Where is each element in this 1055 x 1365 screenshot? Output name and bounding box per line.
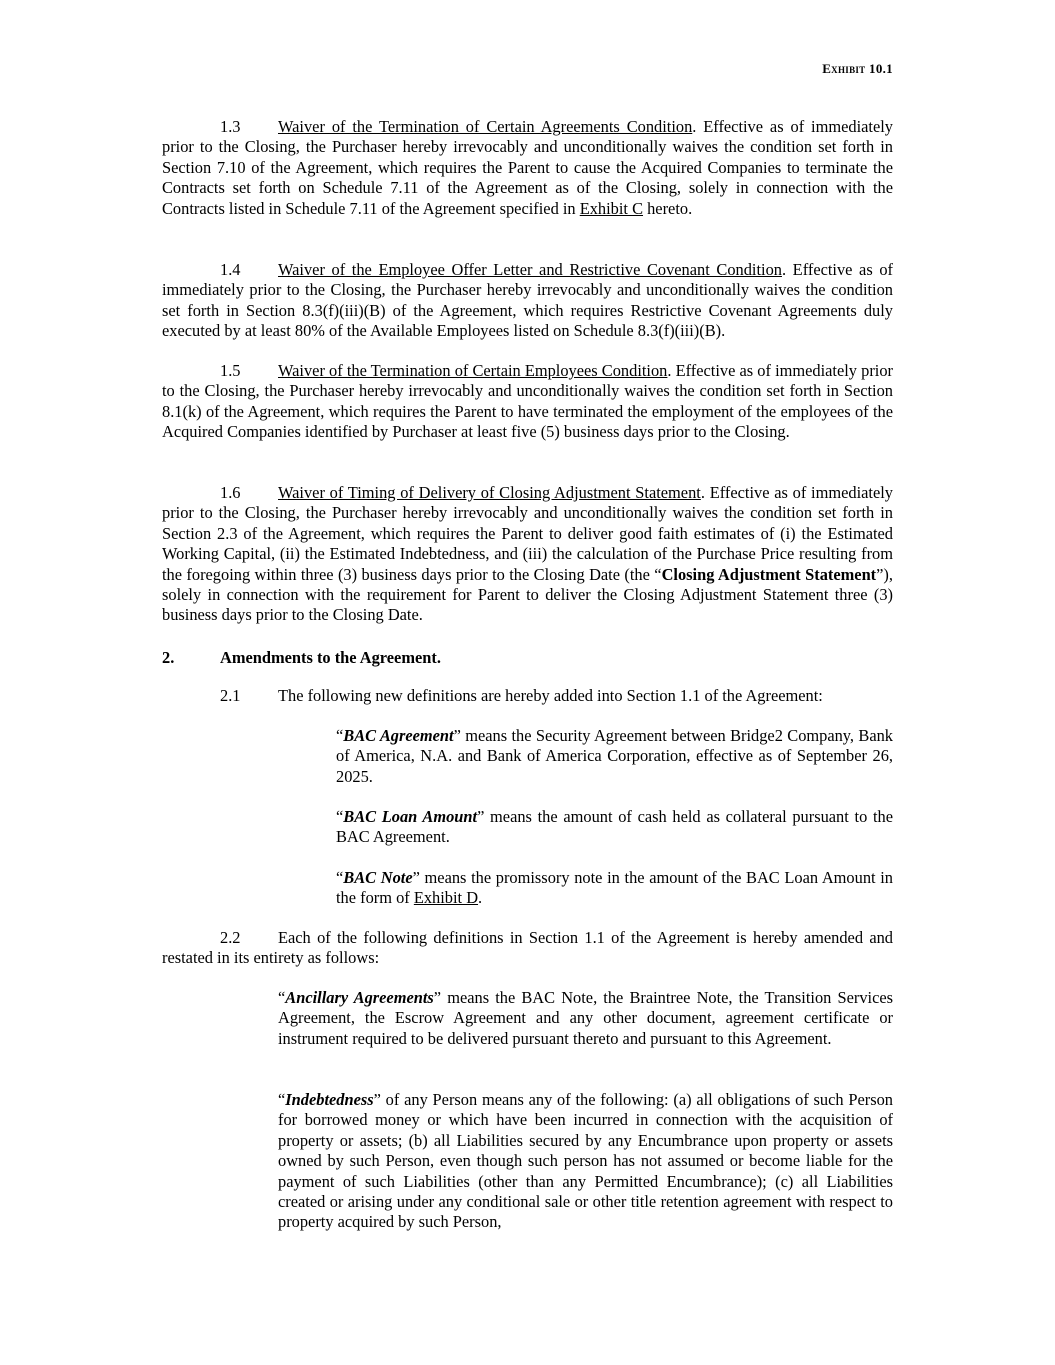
section-text-end: hereto. [643,198,693,218]
section-text: . Effective as of immediately prior to the Closing, the Purchaser hereby irrevocably and unconditionally waives the condition set forth in Section 8.3(f)(iii)(B) of the Agreement, which requires Restrictive Covenant Agreements duly executed by at least 80% of the Available Employees listed on Schedule 8.3(f)(iii)(B). [162,260,893,341]
definition-indebtedness [278,1090,893,1233]
section-text-end: ”), solely in connection with the requirement for Parent to deliver the Closing Adjustment Statement three (3) business days prior to the Closing Date. [162,564,893,625]
section-2-heading [162,648,893,668]
section-number: 1.4 [220,260,241,279]
definition-bac-loan-amount [336,807,893,848]
section-1-6 [162,483,893,626]
section-text: . Effective as of immediately prior to the Closing, the Purchaser hereby irrevocably and unconditionally waives the condition set forth in Section 8.1(k) of the Agreement, which requires the Parent to have terminated the employment of the employees of the Acquired Companies identified by Purchaser at least five (5) business days prior to the Closing. [162,361,893,442]
defined-term: BAC Note [343,868,413,887]
open-quote: “ [336,726,344,745]
section-title: Waiver of the Termination of Certain Employees Condition [278,361,668,380]
section-1-3 [162,117,893,219]
open-quote: “ [278,988,286,1007]
section-text: . Effective as of immediately prior to the Closing, the Purchaser hereby irrevocably and unconditionally waives the condition set forth in Section 7.10 of the Agreement, which requires the Parent to cause the Acquired Companies to terminate the Contracts set forth on Schedule 7.11 of the Agreement as of the Closing, solely in connection with the Contracts listed in Schedule 7.11 of the Agreement specified in [162,117,893,218]
definition-bac-note [336,868,893,909]
definition-text: ” means the promissory note in the amount of the BAC Loan Amount in the form of [336,868,893,908]
section-title: Waiver of Timing of Delivery of Closing Adjustment Statement [278,483,701,502]
definition-text-end: . [478,888,483,908]
open-quote: “ [336,868,344,887]
definition-bac-agreement [336,726,893,787]
open-quote: “ [336,807,344,826]
section-number: 2.1 [220,686,241,705]
definition-ancillary-agreements [278,988,893,1049]
defined-term: BAC Agreement [343,726,454,745]
section-number: 2. [162,648,175,667]
section-text: Each of the following definitions in Section 1.1 of the Agreement is hereby amended and restated in its entirety as follows: [162,928,893,968]
section-number: 1.5 [220,361,241,380]
section-title: Amendments to the Agreement. [220,648,441,667]
section-text: The following new definitions are hereby added into Section 1.1 of the Agreement: [278,686,823,705]
section-2-1 [162,686,893,706]
open-quote: “ [278,1090,286,1109]
definition-text: ” means the Security Agreement between Bridge2 Company, Bank of America, N.A. and Bank of America Corporation, effective as of September 26, 2025. [336,726,893,786]
exhibit-d-link: Exhibit D [413,888,479,908]
section-number: 2.2 [220,928,241,947]
defined-term: Ancillary Agreements [285,988,434,1007]
section-1-5 [162,361,893,443]
section-text: . Effective as of immediately prior to the Closing, the Purchaser hereby irrevocably and unconditionally waives the condition set forth in Section 2.3 of the Agreement, which requires the Parent to deliver good faith estimates of (i) the Estimated Working Capital, (ii) the Estimated Indebtedness, and (iii) the calculation of the Purchase Price resulting from the foregoing within three (3) business days prior to the Closing Date (the “ [162,483,893,584]
defined-term: Closing Adjustment Statement [661,564,877,584]
definition-text: ” of any Person means any of the following: (a) all obligations of such Person for borrowed money or which have been incurred in connection with the acquisition of property or assets; (b) all Liabilities secured by any Encumbrance upon property or assets owned by such Person, even though such person has not assumed or become liable for the payment of such Liabilities (other than any Permitted Encumbrance); (c) all Liabilities created or arising under any conditional sale or other title retention agreement with respect to property acquired by such Person, [278,1090,893,1232]
section-2-2 [162,928,893,969]
section-1-4 [162,260,893,342]
exhibit-c-link: Exhibit C [579,198,644,218]
definition-text: ” means the BAC Note, the Braintree Note, the Transition Services Agreement, the Escrow Agreement and any other document, agreement certificate or instrument required to be delivered pursuant thereto and pursuant to this Agreement. [278,988,893,1048]
section-number: 1.3 [220,117,241,136]
section-number: 1.6 [220,483,241,502]
definition-text: ” means the amount of cash held as collateral pursuant to the BAC Agreement. [336,807,893,847]
defined-term: Indebtedness [285,1090,374,1109]
exhibit-label: Exhibit 10.1 [822,61,893,76]
section-title: Waiver of the Termination of Certain Agreements Condition [278,117,693,136]
section-title: Waiver of the Employee Offer Letter and Restrictive Covenant Condition [278,260,782,279]
defined-term: BAC Loan Amount [343,807,478,826]
